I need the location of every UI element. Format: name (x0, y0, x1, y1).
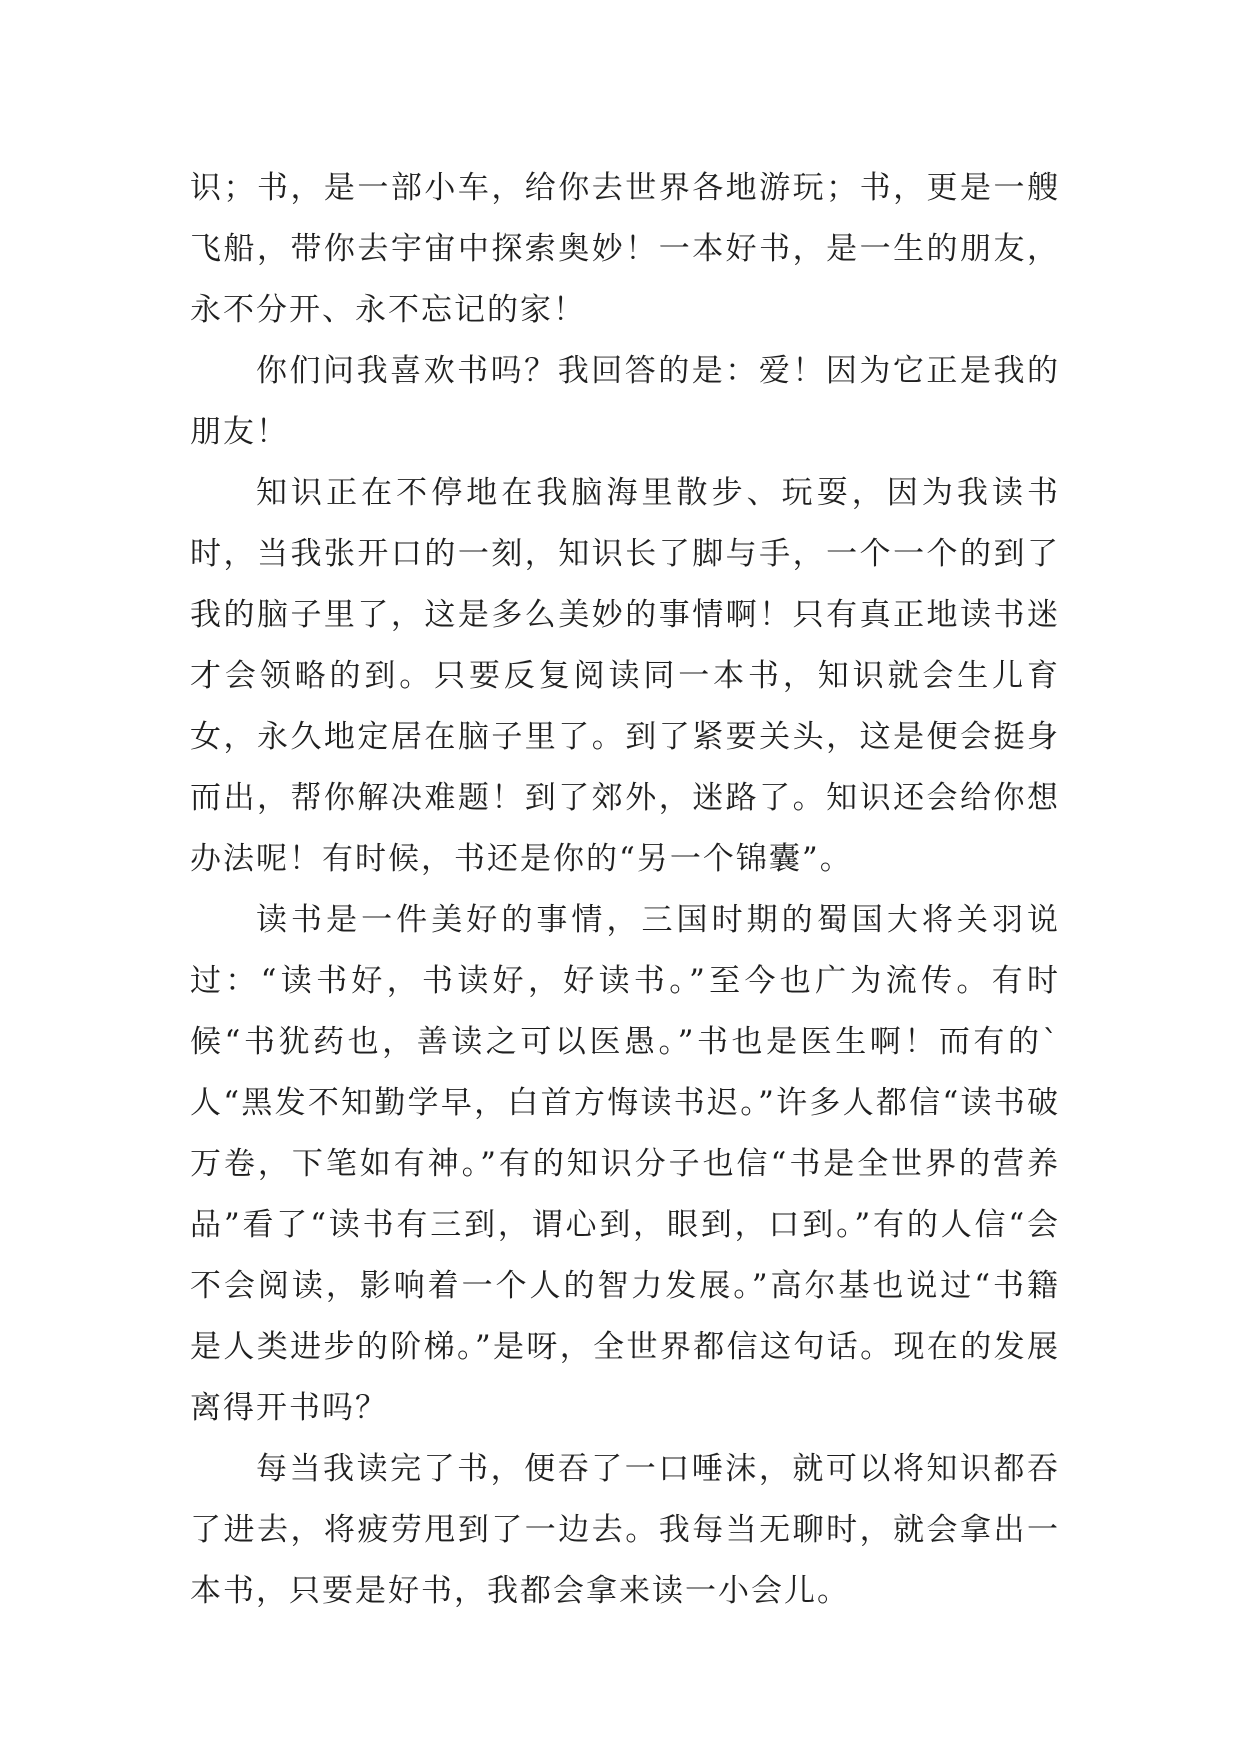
paragraph-1: 识；书，是一部小车，给你去世界各地游玩；书，更是一艘飞船，带你去宇宙中探索奥妙！一本好书，是一生的朋友，永不分开、永不忘记的家！ (190, 170, 1060, 328)
article-body (190, 158, 1060, 1622)
paragraph-5: 每当我读完了书，便吞了一口唾沫，就可以将知识都吞了进去，将疲劳甩到了一边去。我每当无聊时，就会拿出一本书，只要是好书，我都会拿来读一小会儿。 (190, 1451, 1060, 1609)
paragraph-4: 读书是一件美好的事情，三国时期的蜀国大将关羽说过：“读书好，书读好，好读书。”至今也广为流传。有时候“书犹药也，善读之可以医愚。”书也是医生啊！而有的`人“黑发不知勤学早，白首方悔读书迟。”许多人都信“读书破万卷，下笔如有神。”有的知识分子也信“书是全世界的营养品”看了“读书有三到，谓心到，眼到，口到。”有的人信“会不会阅读，影响着一个人的智力发展。”高尔基也说过“书籍是人类进步的阶梯。”是呀，全世界都信这句话。现在的发展离得开书吗？ (190, 902, 1060, 1426)
paragraph-3: 知识正在不停地在我脑海里散步、玩耍，因为我读书时，当我张开口的一刻，知识长了脚与手，一个一个的到了我的脑子里了，这是多么美妙的事情啊！只有真正地读书迷才会领略的到。只要反复阅读同一本书，知识就会生儿育女，永久地定居在脑子里了。到了紧要关头，这是便会挺身而出，帮你解决难题！到了郊外，迷路了。知识还会给你想办法呢！有时候，书还是你的“另一个锦囊”。 (190, 475, 1060, 877)
paragraph-2: 你们问我喜欢书吗？我回答的是：爱！因为它正是我的朋友！ (190, 353, 1060, 450)
